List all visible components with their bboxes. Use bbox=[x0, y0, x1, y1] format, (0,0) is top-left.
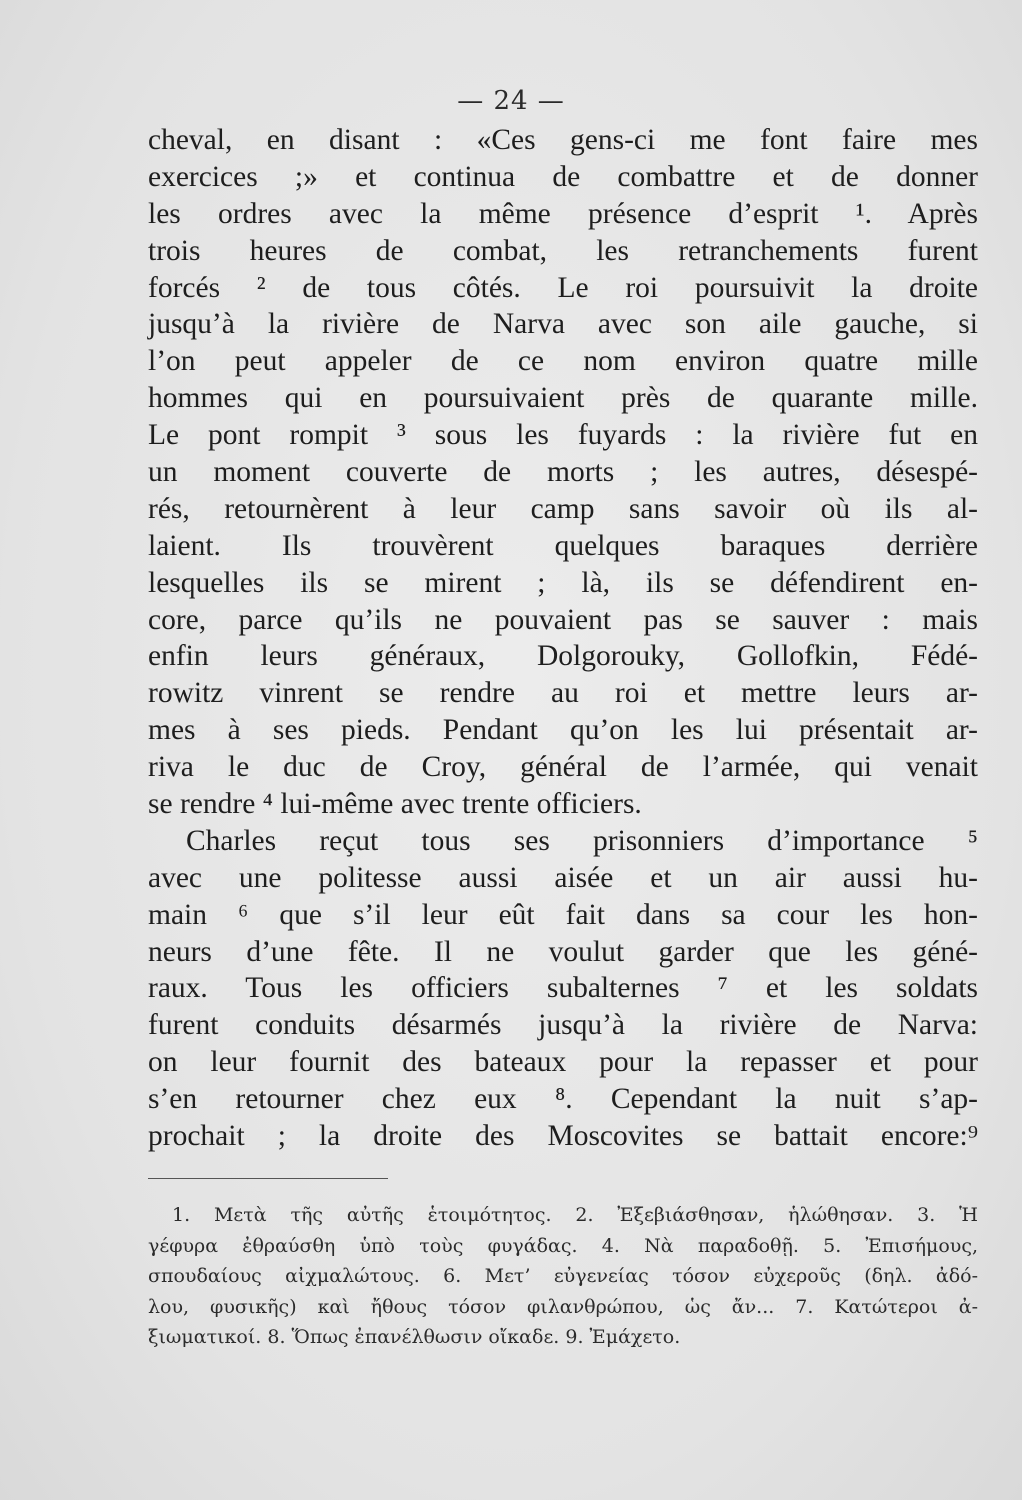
text-line: s’en retourner chez eux ⁸. Cependant la nuit s’ap- bbox=[148, 1083, 978, 1116]
footnote-line: σπουδαίους αἰχμαλώτους. 6. Μετ’ εὐγενείας τόσον εὐχεροῦς (δηλ. ἀδό- bbox=[148, 1265, 978, 1287]
footnotes bbox=[148, 1200, 978, 1353]
text-line: on leur fournit des bateaux pour la repasser et pour bbox=[148, 1046, 978, 1079]
text-line: rés, retournèrent à leur camp sans savoir où ils al- bbox=[148, 492, 978, 525]
text-line: riva le duc de Croy, général de l’armée, qui venait bbox=[148, 751, 978, 784]
footnote-line: ξιωματικοί. 8. Ὅπως ἐπανέλθωσιν οἴκαδε. 9. Ἐμάχετο. bbox=[148, 1326, 681, 1348]
text-line: main ⁶ que s’il leur eût fait dans sa cour les hon- bbox=[148, 898, 978, 931]
page-number: — 24 — bbox=[457, 86, 565, 116]
text-line: les ordres avec la même présence d’esprit ¹. Après bbox=[148, 197, 978, 230]
text-line: enfin leurs généraux, Dolgorouky, Gollofkin, Fédé- bbox=[148, 640, 978, 673]
text-line: prochait ; la droite des Moscovites se battait encore:⁹ bbox=[148, 1120, 978, 1153]
footnote-line: 1. Μετὰ τῆς αὐτῆς ἑτοιμότητος. 2. Ἐξεβιάσθησαν, ἡλώθησαν. 3. Ἡ bbox=[172, 1204, 978, 1226]
paragraph-start-line: Charles reçut tous ses prisonniers d’importance ⁵ bbox=[186, 824, 978, 857]
text-line: l’on peut appeler de ce nom environ quatre mille bbox=[148, 345, 978, 378]
text-line: laient. Ils trouvèrent quelques baraques derrière bbox=[148, 529, 978, 562]
text-line: raux. Tous les officiers subalternes ⁷ et les soldats bbox=[148, 972, 978, 1005]
text-line: jusqu’à la rivière de Narva avec son aile gauche, si bbox=[148, 308, 978, 341]
text-line: un moment couverte de morts ; les autres, désespé- bbox=[148, 456, 978, 489]
footnote-line: λου, φυσικῆς) καὶ ἤθους τόσον φιλανθρώπου, ὡς ἄν... 7. Κατώτεροι ἀ- bbox=[148, 1295, 978, 1318]
text-line: lesquelles ils se mirent ; là, ils se défendirent en- bbox=[148, 566, 978, 599]
text-line: exercices ;» et continua de combattre et de donner bbox=[148, 160, 978, 193]
text-line: neurs d’une fête. Il ne voulut garder que les géné- bbox=[148, 935, 978, 968]
text-line: core, parce qu’ils ne pouvaient pas se sauver : mais bbox=[148, 603, 978, 636]
text-line: forcés ² de tous côtés. Le roi poursuivit la droite bbox=[148, 271, 978, 304]
text-line: Le pont rompit ³ sous les fuyards : la rivière fut en bbox=[148, 419, 978, 452]
text-line: trois heures de combat, les retranchements furent bbox=[148, 234, 978, 267]
text-line: hommes qui en poursuivaient près de quarante mille. bbox=[148, 382, 978, 415]
body-text bbox=[148, 122, 978, 1155]
footnote-line: γέφυρα ἐθραύσθη ὑπὸ τοὺς φυγάδας. 4. Νὰ παραδοθῇ. 5. Ἐπισήμους, bbox=[148, 1234, 978, 1257]
paragraph-end-line: se rendre ⁴ lui-même avec trente officiers. bbox=[148, 788, 642, 821]
text-line: mes à ses pieds. Pendant qu’on les lui présentait ar- bbox=[148, 714, 978, 747]
footnote-divider bbox=[148, 1178, 388, 1179]
text-line: avec une politesse aussi aisée et un air aussi hu- bbox=[148, 861, 978, 894]
text-line: cheval, en disant : «Ces gens-ci me font faire mes bbox=[148, 124, 978, 156]
text-line: rowitz vinrent se rendre au roi et mettre leurs ar- bbox=[148, 677, 978, 710]
text-line: furent conduits désarmés jusqu’à la rivière de Narva: bbox=[148, 1009, 978, 1042]
